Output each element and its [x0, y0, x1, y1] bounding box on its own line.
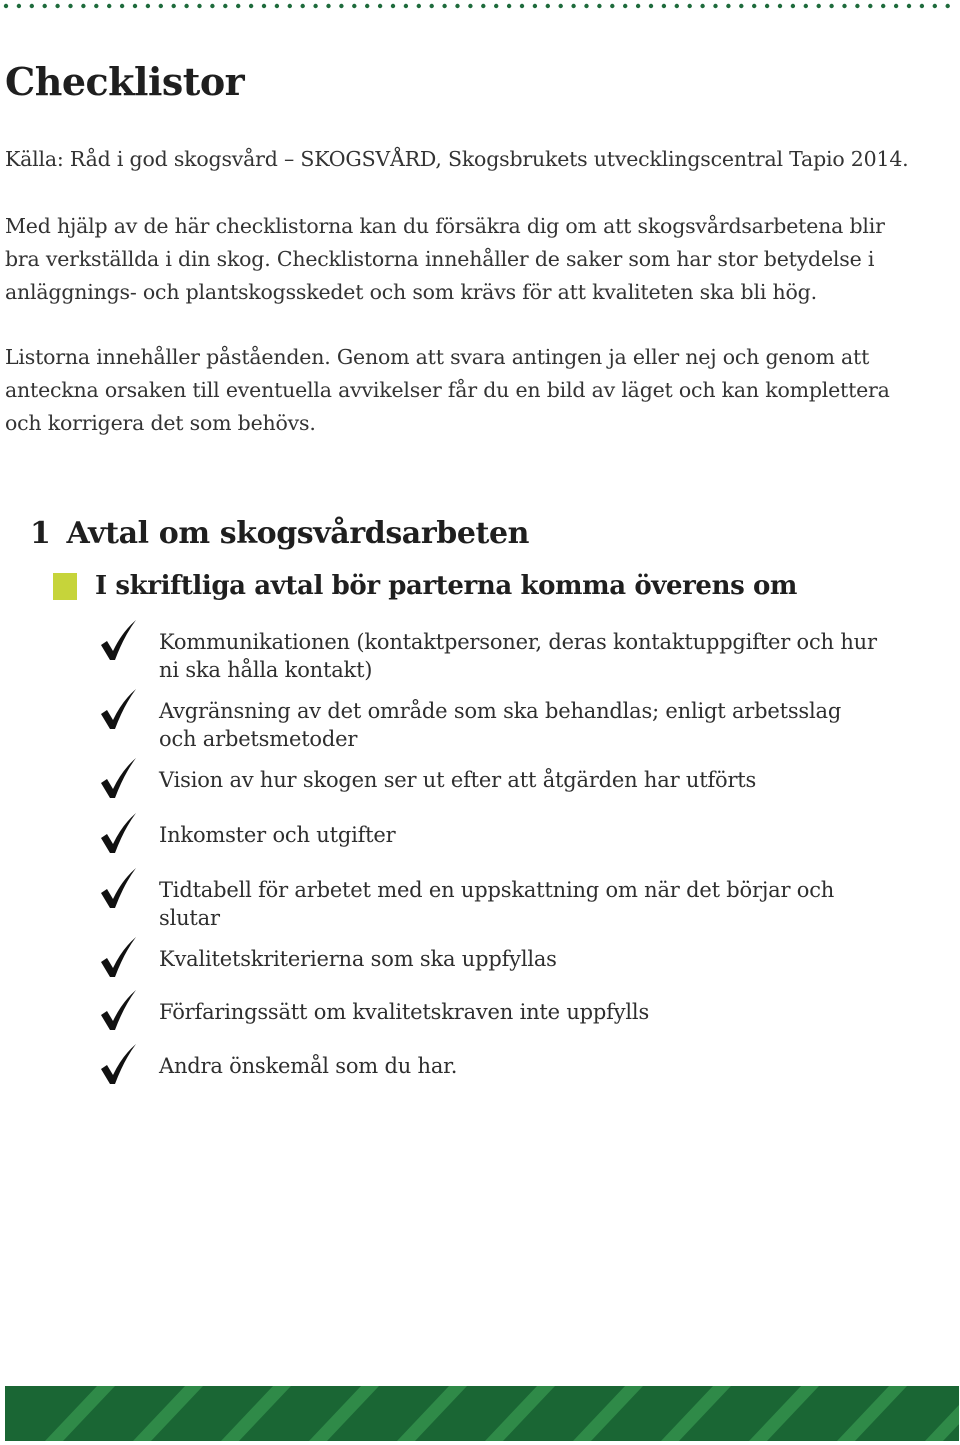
border-dot	[610, 4, 614, 8]
border-dot	[455, 4, 459, 8]
page-title: Checklistor	[5, 59, 245, 104]
border-dot	[68, 4, 72, 8]
border-dot	[778, 4, 782, 8]
border-dot	[726, 4, 730, 8]
check-icon	[98, 935, 138, 979]
border-dot	[868, 4, 872, 8]
border-dot	[946, 4, 950, 8]
border-dot	[55, 4, 59, 8]
border-dot	[262, 4, 266, 8]
border-dot	[4, 4, 8, 8]
border-dot	[146, 4, 150, 8]
border-dot	[623, 4, 627, 8]
border-dot	[17, 4, 21, 8]
border-dot	[391, 4, 395, 8]
checklist-item	[98, 988, 938, 1032]
dotted-top-border	[0, 0, 960, 14]
intro-line: bra verkställda i din skog. Checklistorna innehåller de saker som har stor betydelse i	[5, 247, 875, 271]
border-dot	[107, 4, 111, 8]
check-icon	[98, 756, 138, 800]
source-line: Källa: Råd i god skogsvård – SKOGSVÅRD, Skogsbrukets utvecklingscentral Tapio 2014.	[5, 147, 909, 171]
border-dot	[313, 4, 317, 8]
checklist-item	[98, 756, 938, 800]
border-dot	[172, 4, 176, 8]
section-heading	[30, 512, 529, 556]
intro-line: anläggnings- och plantskogsskedet och som krävs för att kvaliteten ska bli hög.	[5, 280, 817, 304]
border-dot	[30, 4, 34, 8]
checklist-item-text: Avgränsning av det område som ska behandlas; enligt arbetsslag och arbetsmetoder	[159, 699, 842, 751]
check-icon	[98, 866, 138, 910]
checklist-item-text: Inkomster och utgifter	[159, 823, 396, 847]
border-dot	[481, 4, 485, 8]
border-dot	[275, 4, 279, 8]
border-dot	[842, 4, 846, 8]
border-dot	[804, 4, 808, 8]
border-dot	[520, 4, 524, 8]
border-dot	[507, 4, 511, 8]
border-dot	[571, 4, 575, 8]
checklist-item-text: Kvalitetskriterierna som ska uppfyllas	[159, 947, 557, 971]
check-icon	[98, 811, 138, 855]
border-dot	[197, 4, 201, 8]
border-dot	[546, 4, 550, 8]
border-dot	[688, 4, 692, 8]
border-dot	[378, 4, 382, 8]
border-dot	[765, 4, 769, 8]
green-square-bullet-icon	[53, 573, 77, 600]
lists-line: Listorna innehåller påståenden. Genom att svara antingen ja eller nej och genom att	[5, 345, 870, 369]
border-dot	[894, 4, 898, 8]
border-dot	[442, 4, 446, 8]
border-dot	[352, 4, 356, 8]
subheading: I skriftliga avtal bör parterna komma överens om	[95, 571, 798, 601]
border-dot	[700, 4, 704, 8]
border-dot	[81, 4, 85, 8]
checklist-item	[98, 866, 938, 932]
check-icon	[98, 1042, 138, 1086]
border-dot	[920, 4, 924, 8]
border-dot	[249, 4, 253, 8]
checklist-item-text: Tidtabell för arbetet med en uppskattning om när det börjar och slutar	[159, 878, 835, 930]
border-dot	[430, 4, 434, 8]
check-icon	[98, 618, 138, 662]
border-dot	[468, 4, 472, 8]
border-dot	[288, 4, 292, 8]
section-title: Avtal om skogsvårdsarbeten	[66, 516, 530, 551]
border-dot	[752, 4, 756, 8]
checklist-item	[98, 935, 938, 979]
border-dot	[94, 4, 98, 8]
border-dot	[584, 4, 588, 8]
checklist-item	[98, 687, 938, 753]
checklist-item-text: Andra önskemål som du har.	[159, 1054, 458, 1078]
border-dot	[881, 4, 885, 8]
border-dot	[236, 4, 240, 8]
checklist-item-text: Förfaringssätt om kvalitetskraven inte uppfylls	[159, 1000, 650, 1024]
border-dot	[713, 4, 717, 8]
border-dot	[223, 4, 227, 8]
border-dot	[494, 4, 498, 8]
border-dot	[533, 4, 537, 8]
border-dot	[184, 4, 188, 8]
footer-stripe-band	[5, 1386, 959, 1441]
border-dot	[907, 4, 911, 8]
section-number: 1	[30, 516, 51, 551]
border-dot	[301, 4, 305, 8]
border-dot	[210, 4, 214, 8]
lists-line: anteckna orsaken till eventuella avvikelser får du en bild av läget och kan komplettera	[5, 378, 890, 402]
checklist-item-text: Kommunikationen (kontaktpersoner, deras kontaktuppgifter och hur ni ska hålla kontakt)	[159, 630, 877, 682]
checklist-item	[98, 618, 938, 684]
border-dot	[649, 4, 653, 8]
border-dot	[791, 4, 795, 8]
checklist-item	[98, 1042, 938, 1086]
lists-line: och korrigera det som behövs.	[5, 411, 316, 435]
border-dot	[133, 4, 137, 8]
border-dot	[43, 4, 47, 8]
border-dot	[326, 4, 330, 8]
border-dot	[597, 4, 601, 8]
border-dot	[417, 4, 421, 8]
border-dot	[675, 4, 679, 8]
border-dot	[159, 4, 163, 8]
border-dot	[404, 4, 408, 8]
border-dot	[933, 4, 937, 8]
border-dot	[739, 4, 743, 8]
subheading-row	[53, 566, 797, 606]
check-icon	[98, 988, 138, 1032]
border-dot	[339, 4, 343, 8]
border-dot	[636, 4, 640, 8]
border-dot	[365, 4, 369, 8]
border-dot	[817, 4, 821, 8]
border-dot	[120, 4, 124, 8]
check-icon	[98, 687, 138, 731]
checklist-item	[98, 811, 938, 855]
border-dot	[829, 4, 833, 8]
intro-line: Med hjälp av de här checklistorna kan du försäkra dig om att skogsvårdsarbetena blir	[5, 214, 885, 238]
border-dot	[855, 4, 859, 8]
border-dot	[662, 4, 666, 8]
border-dot	[559, 4, 563, 8]
checklist-item-text: Vision av hur skogen ser ut efter att åtgärden har utförts	[159, 768, 757, 792]
